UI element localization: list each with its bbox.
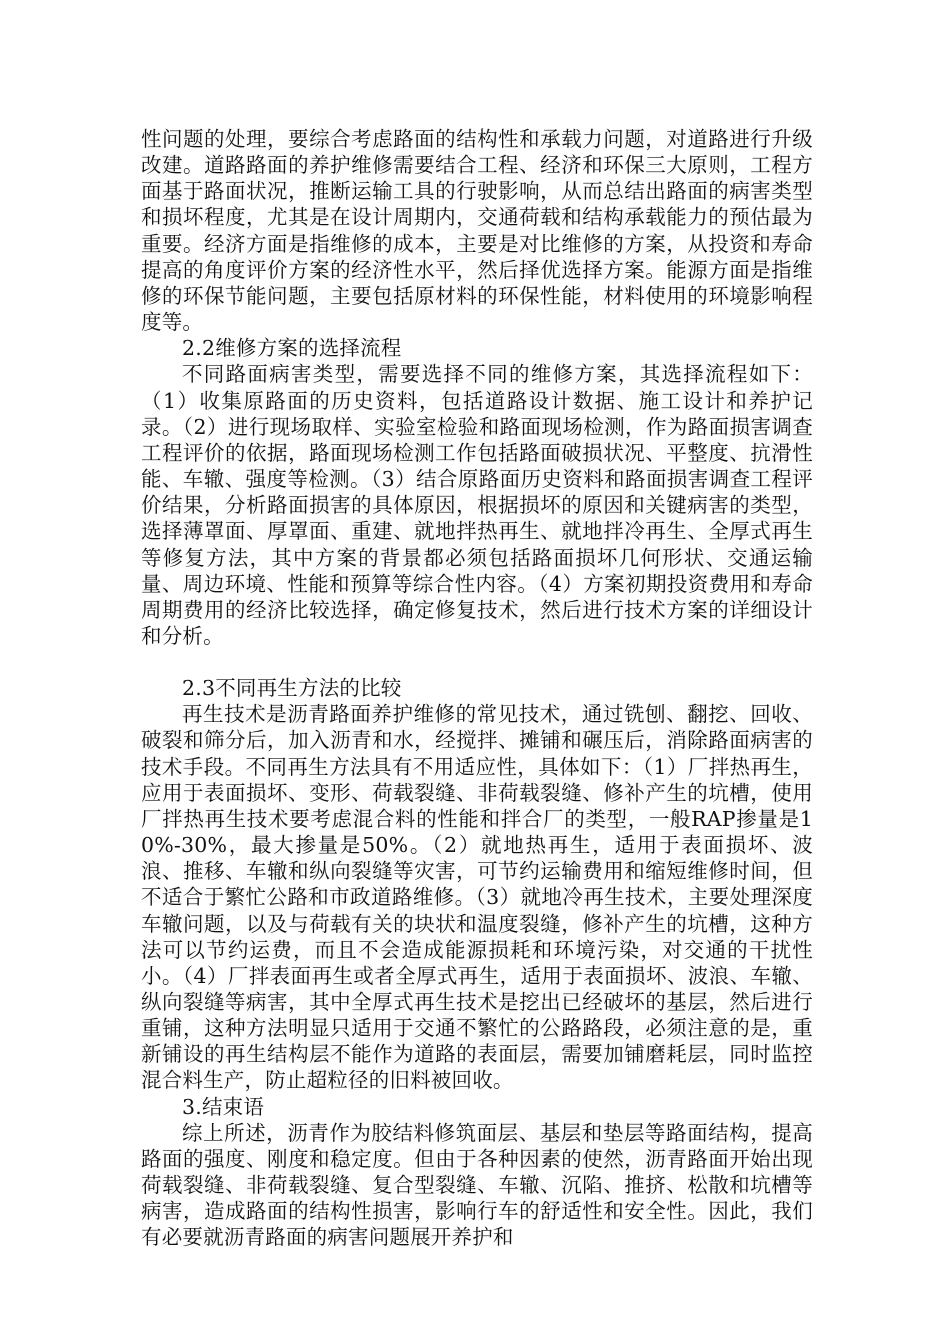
paragraph-spacer (141, 649, 813, 675)
document-page (141, 126, 813, 1251)
section-heading-2-3: 2.3不同再生方法的比较 (182, 676, 402, 701)
paragraph-regeneration-methods: 再生技术是沥青路面养护维修的常见技术，通过铣刨、翻挖、回收、破裂和筛分后，加入沥青和水，经搅拌、摊铺和碾压后，消除路面病害的技术手段。不同再生方法具有不用适应性，具体如下：（1）厂拌热再生，应用于表面损坏、变形、荷载裂缝、非荷载裂缝、修补产生的坑槽，使用厂拌热再生技术要考虑混合料的性能和拌合厂的类型，一般RAP掺量是10%-30%，最大掺量是50%。（2）就地热再生，适用于表面损坏、波浪、推移、车辙和纵向裂缝等灾害，可节约运输费用和缩短维修时间，但不适合于繁忙公路和市政道路维修。（3）就地冷再生技术，主要处理深度车辙问题，以及与荷载有关的块状和温度裂缝，修补产生的坑槽，这种方法可以节约运费，而且不会造成能源损耗和环境污染，对交通的干扰性小。（4）厂拌表面再生或者全厚式再生，适用于表面损坏、波浪、车辙、纵向裂缝等病害，其中全厚式再生技术是挖出已经破坏的基层，然后进行重铺，这种方法明显只适用于交通不繁忙的公路路段，必须注意的是，重新铺设的再生结构层不能作为道路的表面层，需要加铺磨耗层，同时监控混合料生产，防止超粒径的旧料被回收。 (141, 702, 813, 1093)
section-heading-2-2: 2.2维修方案的选择流程 (182, 336, 402, 361)
paragraph-continuation: 性问题的处理，要综合考虑路面的结构性和承载力问题，对道路进行升级改建。道路路面的养护维修需要结合工程、经济和环保三大原则，工程方面基于路面状况，推断运输工具的行驶影响，从而总结出路面的病害类型和损坏程度，尤其是在设计周期内，交通荷载和结构承载能力的预估最为重要。经济方面是指维修的成本，主要是对比维修的方案，从投资和寿命提高的角度评价方案的经济性水平，然后择优选择方案。能源方面是指维修的环保节能问题，主要包括原材料的环保性能，材料使用的环境影响程度等。 (141, 127, 813, 335)
section-heading-3: 3.结束语 (182, 1094, 265, 1119)
paragraph-selection-process: 不同路面病害类型，需要选择不同的维修方案，其选择流程如下：（1）收集原路面的历史资料，包括道路设计数据、施工设计和养护记录。（2）进行现场取样、实验室检验和路面现场检测，作为路面损害调查工程评价的依据，路面现场检测工作包括路面破损状况、平整度、抗滑性能、车辙、强度等检测。（3）结合原路面历史资料和路面损害调查工程评价结果，分析路面损害的具体原因，根据损坏的原因和关键病害的类型，选择薄罩面、厚罩面、重建、就地拌热再生、就地拌冷再生、全厚式再生等修复方法，其中方案的背景都必须包括路面损坏几何形状、交通运输量、周边环境、性能和预算等综合性内容。（4）方案初期投资费用和寿命周期费用的经济比较选择，确定修复技术，然后进行技术方案的详细设计和分析。 (141, 362, 813, 648)
paragraph-conclusion: 综上所述，沥青作为胶结料修筑面层、基层和垫层等路面结构，提高路面的强度、刚度和稳定度。但由于各种因素的使然，沥青路面开始出现荷载裂缝、非荷载裂缝、复合型裂缝、车辙、沉陷、推挤、松散和坑槽等病害，造成路面的结构性损害，影响行车的舒适性和安全性。因此，我们有必要就沥青路面的病害问题展开养护和 (141, 1120, 813, 1250)
